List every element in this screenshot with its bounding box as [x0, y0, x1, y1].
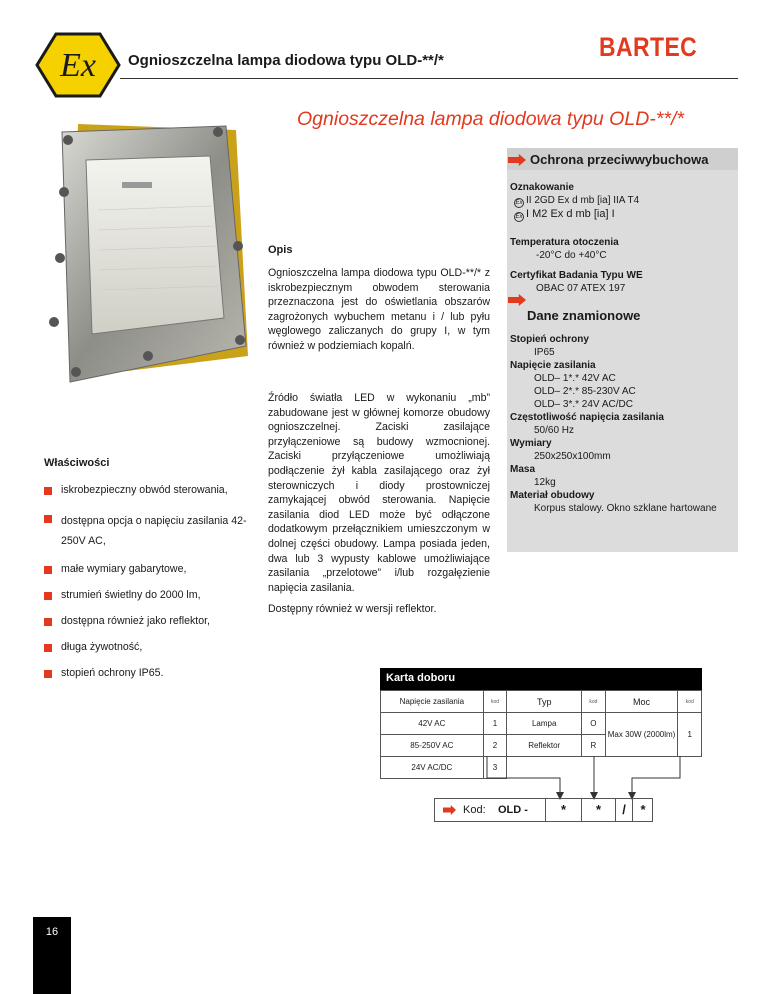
mass-value: 12kg [534, 477, 556, 488]
cell-type: Reflektor [507, 735, 582, 757]
voltage-value-3: OLD– 3*.* 24V AC/DC [534, 399, 633, 410]
cert-value: OBAC 07 ATEX 197 [536, 283, 626, 294]
col-voltage: Napięcie zasilania [381, 691, 484, 713]
cell-voltage: 42V AC [381, 713, 484, 735]
ip-label: Stopień ochrony [510, 334, 589, 345]
protection-details [510, 181, 639, 222]
connector-lines [380, 756, 702, 800]
protection-heading: Ochrona przeciwwybuchowa [530, 152, 709, 167]
list-item: dostępna opcja o napięciu zasilania 42-250V AC, [44, 511, 254, 551]
cell-power-code: 1 [678, 713, 702, 757]
temp-label: Temperatura otoczenia [510, 237, 619, 248]
opis-paragraph-3: Dostępny również w wersji reflektor. [268, 603, 437, 615]
code-slot: * [581, 799, 615, 821]
cell-tcode: O [582, 713, 606, 735]
cell-voltage: 24V AC/DC [381, 757, 484, 779]
col-power: Moc [605, 691, 678, 713]
cell-tcode: R [582, 735, 606, 757]
properties-list [44, 483, 254, 681]
header-rule [120, 78, 738, 79]
ex-mark-icon: Ex [515, 214, 523, 220]
marking-2: I M2 Ex d mb [ia] I [526, 208, 615, 220]
col-kod: kod [582, 691, 606, 713]
opis-paragraph-2: Źródło światła LED w wykonaniu „mb” zabudowane jest w głównej komorze obudowy ognioszczelnej. Zaciski zasilające przyłączeniowe są budowy wzmocnionej. Zaciski przyłączeniowe umożliwiają podłączenie żył kabla zasilającego oraz żył sterowniczych i diody prostowniczej zamykającej obwód sterowania. Napięcie zasilania diod LED może być odłączone dodatkowym przełącznikiem umieszczonym w dolnej części obudowy. Lampa posiada jeden, dwa lub 3 wypusty kablowe umożliwiające zasilania „przelotowe” i/lub rozgałęzienie napięcia zasilania. [268, 392, 490, 594]
kod-prefix: OLD - [498, 804, 528, 816]
ex-logo-text: Ex [60, 47, 96, 84]
page-title: Ognioszczelna lampa diodowa typu OLD-**/* [297, 108, 684, 130]
selection-title: Karta doboru [380, 668, 702, 690]
temp-value: -20°C do +40°C [536, 250, 607, 261]
temperature-block [510, 236, 619, 262]
page-number: 16 [45, 926, 59, 938]
col-type: Typ [507, 691, 582, 713]
voltage-value-2: OLD– 2*.* 85-230V AC [534, 386, 636, 397]
code-slot: * [545, 799, 581, 821]
header-title: Ognioszczelna lampa diodowa typu OLD-**/* [128, 52, 444, 69]
cell-power: Max 30W (2000lm) [605, 713, 678, 757]
cell-code: 1 [483, 713, 507, 735]
marking-1: II 2GD Ex d mb [ia] IIA T4 [526, 195, 640, 206]
ratings-details [510, 333, 664, 502]
list-item: stopień ochrony IP65. [44, 666, 254, 681]
freq-label: Częstotliwość napięcia zasilania [510, 412, 664, 423]
code-slot: * [632, 799, 653, 821]
code-box [434, 798, 653, 822]
properties-heading: Właściwości [44, 457, 110, 469]
ip-value: IP65 [534, 347, 555, 358]
opis-paragraph-1: Ognioszczelna lampa diodowa typu OLD-**/* z iskrobezpiecznym obwodem sterowania przeznaczona jest do oświetlania obszarów zagrożonych wybuchem metanu i / lub pyłu węglowego zaliczanych do grupy I, w tym również w podziemiach kopalń. [268, 267, 490, 352]
material-label: Materiał obudowy [510, 490, 595, 501]
list-item: małe wymiary gabarytowe, [44, 562, 254, 577]
code-slot: / [615, 799, 632, 821]
col-kod: kod [483, 691, 507, 713]
cell-code: 2 [483, 735, 507, 757]
voltage-value-1: OLD– 1*.* 42V AC [534, 373, 616, 384]
material-value: Korpus stalowy. Okno szklane hartowane [534, 503, 717, 514]
arrow-right-icon [443, 805, 456, 815]
kod-label: Kod: [463, 804, 486, 816]
cell-code: 3 [483, 757, 507, 779]
cell-type: Lampa [507, 713, 582, 735]
cell-voltage: 85-250V AC [381, 735, 484, 757]
mass-label: Masa [510, 464, 536, 475]
table-row [381, 713, 702, 735]
list-item: dostępna również jako reflektor, [44, 614, 254, 629]
dim-value: 250x250x100mm [534, 451, 611, 462]
col-kod: kod [678, 691, 702, 713]
dim-label: Wymiary [510, 438, 552, 449]
cert-label: Certyfikat Badania Typu WE [510, 270, 643, 281]
oznakowanie-label: Oznakowanie [510, 182, 574, 193]
certificate-block [510, 269, 643, 295]
freq-value: 50/60 Hz [534, 425, 575, 436]
brand-logo: BARTEC [599, 32, 698, 62]
lamp-photo [40, 120, 262, 390]
opis-heading: Opis [268, 244, 293, 256]
voltage-label: Napięcie zasilania [510, 360, 596, 371]
ex-logo-icon [35, 32, 121, 98]
list-item: iskrobezpieczny obwód sterowania, [44, 483, 254, 498]
ratings-heading: Dane znamionowe [527, 308, 641, 323]
list-item: strumień świetlny do 2000 lm, [44, 588, 254, 603]
ex-mark-icon: Ex [515, 200, 523, 206]
list-item: długa żywotność, [44, 640, 254, 655]
